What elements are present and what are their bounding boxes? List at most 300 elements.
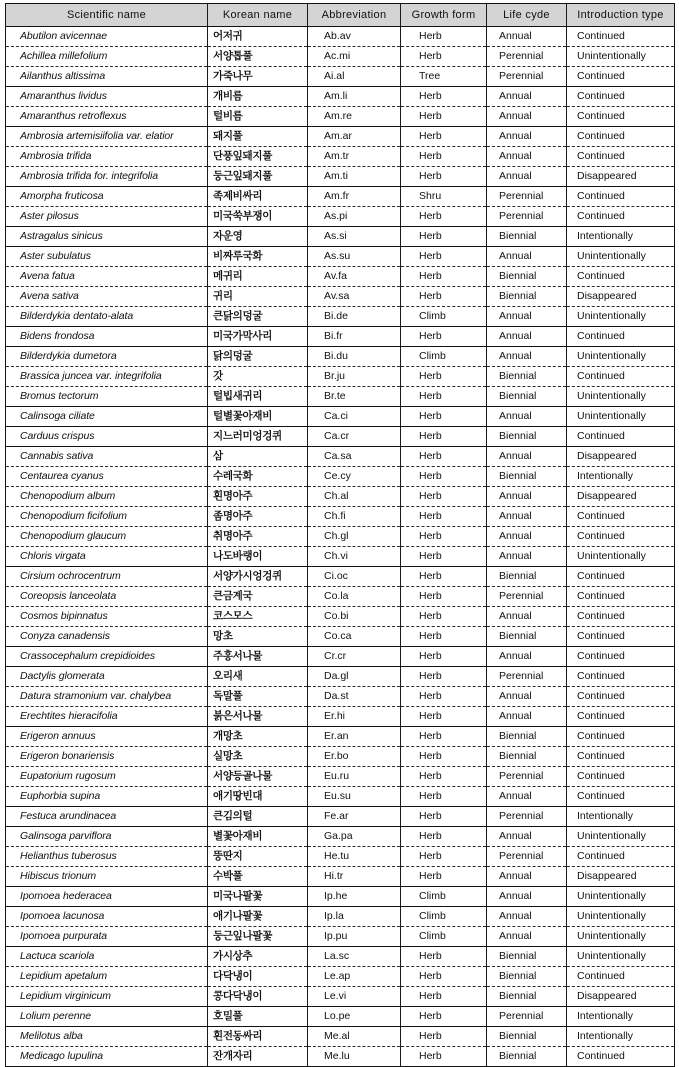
- cell-introduction_type: Continued: [567, 127, 675, 147]
- cell-korean_name: 흰전동싸리: [208, 1027, 308, 1047]
- cell-growth_form: Herb: [401, 487, 487, 507]
- cell-korean_name: 족제비싸리: [208, 187, 308, 207]
- table-row[interactable]: [6, 87, 675, 107]
- cell-growth_form: Herb: [401, 1007, 487, 1027]
- cell-life_cycle: Biennial: [487, 227, 567, 247]
- cell-scientific_name: Amaranthus lividus: [6, 87, 208, 107]
- table-row[interactable]: [6, 827, 675, 847]
- cell-introduction_type: Continued: [567, 687, 675, 707]
- cell-introduction_type: Disappeared: [567, 287, 675, 307]
- table-row[interactable]: [6, 127, 675, 147]
- cell-korean_name: 자운영: [208, 227, 308, 247]
- cell-scientific_name: Centaurea cyanus: [6, 467, 208, 487]
- cell-abbreviation: Me.al: [308, 1027, 401, 1047]
- cell-scientific_name: Ambrosia artemisiifolia var. elatior: [6, 127, 208, 147]
- cell-life_cycle: Annual: [487, 707, 567, 727]
- cell-growth_form: Herb: [401, 507, 487, 527]
- cell-life_cycle: Biennial: [487, 287, 567, 307]
- table-row[interactable]: [6, 947, 675, 967]
- cell-abbreviation: Ab.av: [308, 27, 401, 47]
- table-row[interactable]: [6, 647, 675, 667]
- cell-growth_form: Herb: [401, 247, 487, 267]
- cell-korean_name: 털비름: [208, 107, 308, 127]
- table-row[interactable]: [6, 107, 675, 127]
- cell-introduction_type: Continued: [567, 367, 675, 387]
- cell-scientific_name: Erigeron bonariensis: [6, 747, 208, 767]
- cell-life_cycle: Biennial: [487, 967, 567, 987]
- cell-growth_form: Herb: [401, 867, 487, 887]
- table-row[interactable]: [6, 1027, 675, 1047]
- cell-abbreviation: Bi.de: [308, 307, 401, 327]
- table-row[interactable]: [6, 707, 675, 727]
- cell-introduction_type: Continued: [567, 747, 675, 767]
- table-row[interactable]: [6, 167, 675, 187]
- cell-growth_form: Herb: [401, 527, 487, 547]
- cell-growth_form: Herb: [401, 967, 487, 987]
- cell-growth_form: Herb: [401, 127, 487, 147]
- cell-life_cycle: Perennial: [487, 667, 567, 687]
- table-row[interactable]: [6, 67, 675, 87]
- cell-growth_form: Herb: [401, 627, 487, 647]
- cell-scientific_name: Bromus tectorum: [6, 387, 208, 407]
- table-row[interactable]: [6, 367, 675, 387]
- cell-growth_form: Herb: [401, 467, 487, 487]
- cell-scientific_name: Ipomoea purpurata: [6, 927, 208, 947]
- cell-growth_form: Herb: [401, 547, 487, 567]
- cell-abbreviation: La.sc: [308, 947, 401, 967]
- table-row[interactable]: [6, 347, 675, 367]
- cell-introduction_type: Continued: [567, 267, 675, 287]
- table-row[interactable]: [6, 207, 675, 227]
- cell-introduction_type: Unintentionally: [567, 47, 675, 67]
- cell-growth_form: Herb: [401, 727, 487, 747]
- cell-growth_form: Herb: [401, 207, 487, 227]
- cell-growth_form: Herb: [401, 567, 487, 587]
- column-header-life-cycle: Life cyde: [487, 4, 567, 27]
- cell-abbreviation: Ch.gl: [308, 527, 401, 547]
- cell-introduction_type: Continued: [567, 967, 675, 987]
- cell-introduction_type: Continued: [567, 187, 675, 207]
- cell-life_cycle: Perennial: [487, 1007, 567, 1027]
- cell-korean_name: 오리새: [208, 667, 308, 687]
- cell-introduction_type: Disappeared: [567, 487, 675, 507]
- table-header: [6, 4, 675, 27]
- cell-korean_name: 메귀리: [208, 267, 308, 287]
- cell-growth_form: Climb: [401, 907, 487, 927]
- cell-korean_name: 콩다닥냉이: [208, 987, 308, 1007]
- table-row[interactable]: [6, 907, 675, 927]
- cell-life_cycle: Biennial: [487, 947, 567, 967]
- cell-korean_name: 흰명아주: [208, 487, 308, 507]
- cell-life_cycle: Annual: [487, 687, 567, 707]
- cell-abbreviation: Bi.du: [308, 347, 401, 367]
- cell-korean_name: 서양가시엉겅퀴: [208, 567, 308, 587]
- table-row[interactable]: [6, 987, 675, 1007]
- column-header-korean-name: Korean name: [208, 4, 308, 27]
- cell-abbreviation: Me.lu: [308, 1047, 401, 1067]
- cell-life_cycle: Annual: [487, 607, 567, 627]
- cell-introduction_type: Continued: [567, 87, 675, 107]
- cell-scientific_name: Ambrosia trifida for. integrifolia: [6, 167, 208, 187]
- cell-abbreviation: Er.an: [308, 727, 401, 747]
- cell-korean_name: 애기땅빈대: [208, 787, 308, 807]
- cell-growth_form: Herb: [401, 147, 487, 167]
- cell-introduction_type: Disappeared: [567, 867, 675, 887]
- cell-scientific_name: Datura stramonium var. chalybea: [6, 687, 208, 707]
- cell-abbreviation: Am.ar: [308, 127, 401, 147]
- cell-growth_form: Herb: [401, 647, 487, 667]
- cell-growth_form: Herb: [401, 787, 487, 807]
- cell-korean_name: 별꽃아재비: [208, 827, 308, 847]
- cell-introduction_type: Disappeared: [567, 987, 675, 1007]
- cell-korean_name: 망초: [208, 627, 308, 647]
- cell-growth_form: Herb: [401, 947, 487, 967]
- table-row[interactable]: [6, 307, 675, 327]
- cell-korean_name: 좀명아주: [208, 507, 308, 527]
- cell-scientific_name: Aster pilosus: [6, 207, 208, 227]
- cell-life_cycle: Biennial: [487, 387, 567, 407]
- cell-introduction_type: Unintentionally: [567, 947, 675, 967]
- cell-growth_form: Herb: [401, 1047, 487, 1067]
- cell-introduction_type: Continued: [567, 427, 675, 447]
- table-row[interactable]: [6, 47, 675, 67]
- cell-growth_form: Herb: [401, 367, 487, 387]
- cell-introduction_type: Continued: [567, 147, 675, 167]
- cell-korean_name: 단풍잎돼지풀: [208, 147, 308, 167]
- table-row[interactable]: [6, 767, 675, 787]
- cell-life_cycle: Annual: [487, 827, 567, 847]
- table-row[interactable]: [6, 147, 675, 167]
- cell-korean_name: 뚱딴지: [208, 847, 308, 867]
- table-row[interactable]: [6, 387, 675, 407]
- cell-abbreviation: Ip.pu: [308, 927, 401, 947]
- table-row[interactable]: [6, 747, 675, 767]
- cell-scientific_name: Cirsium ochrocentrum: [6, 567, 208, 587]
- cell-korean_name: 독말풀: [208, 687, 308, 707]
- cell-growth_form: Climb: [401, 307, 487, 327]
- table-row[interactable]: [6, 687, 675, 707]
- cell-abbreviation: Am.tr: [308, 147, 401, 167]
- cell-growth_form: Herb: [401, 287, 487, 307]
- cell-korean_name: 개망초: [208, 727, 308, 747]
- cell-scientific_name: Avena sativa: [6, 287, 208, 307]
- cell-introduction_type: Continued: [567, 627, 675, 647]
- cell-life_cycle: Annual: [487, 347, 567, 367]
- cell-growth_form: Herb: [401, 987, 487, 1007]
- cell-growth_form: Climb: [401, 887, 487, 907]
- cell-introduction_type: Unintentionally: [567, 307, 675, 327]
- cell-korean_name: 삼: [208, 447, 308, 467]
- cell-life_cycle: Perennial: [487, 47, 567, 67]
- cell-scientific_name: Ipomoea hederacea: [6, 887, 208, 907]
- cell-korean_name: 큰닭의덩굴: [208, 307, 308, 327]
- cell-scientific_name: Conyza canadensis: [6, 627, 208, 647]
- cell-scientific_name: Ailanthus altissima: [6, 67, 208, 87]
- cell-life_cycle: Annual: [487, 867, 567, 887]
- cell-introduction_type: Intentionally: [567, 1007, 675, 1027]
- table-row[interactable]: [6, 727, 675, 747]
- cell-life_cycle: Annual: [487, 647, 567, 667]
- cell-scientific_name: Achillea millefolium: [6, 47, 208, 67]
- table-row[interactable]: [6, 187, 675, 207]
- table-row[interactable]: [6, 27, 675, 47]
- cell-growth_form: Herb: [401, 687, 487, 707]
- cell-scientific_name: Abutilon avicennae: [6, 27, 208, 47]
- table-row[interactable]: [6, 227, 675, 247]
- cell-korean_name: 갓: [208, 367, 308, 387]
- table-row[interactable]: [6, 847, 675, 867]
- cell-life_cycle: Annual: [487, 127, 567, 147]
- cell-abbreviation: Lo.pe: [308, 1007, 401, 1027]
- column-header-growth-form: Growth form: [401, 4, 487, 27]
- cell-growth_form: Herb: [401, 1027, 487, 1047]
- cell-scientific_name: Chenopodium glaucum: [6, 527, 208, 547]
- cell-growth_form: Herb: [401, 87, 487, 107]
- cell-growth_form: Herb: [401, 707, 487, 727]
- cell-growth_form: Herb: [401, 587, 487, 607]
- table-row[interactable]: [6, 627, 675, 647]
- cell-introduction_type: Unintentionally: [567, 907, 675, 927]
- cell-korean_name: 호밀풀: [208, 1007, 308, 1027]
- cell-life_cycle: Perennial: [487, 187, 567, 207]
- cell-growth_form: Climb: [401, 927, 487, 947]
- cell-growth_form: Herb: [401, 27, 487, 47]
- cell-abbreviation: Co.ca: [308, 627, 401, 647]
- cell-korean_name: 닭의덩굴: [208, 347, 308, 367]
- cell-introduction_type: Intentionally: [567, 1027, 675, 1047]
- table-row[interactable]: [6, 607, 675, 627]
- cell-life_cycle: Perennial: [487, 67, 567, 87]
- cell-abbreviation: As.pi: [308, 207, 401, 227]
- cell-introduction_type: Continued: [567, 587, 675, 607]
- cell-abbreviation: Hi.tr: [308, 867, 401, 887]
- cell-introduction_type: Unintentionally: [567, 547, 675, 567]
- cell-abbreviation: Am.re: [308, 107, 401, 127]
- cell-life_cycle: Biennial: [487, 1027, 567, 1047]
- species-table: [5, 3, 675, 1067]
- cell-life_cycle: Annual: [487, 507, 567, 527]
- cell-introduction_type: Unintentionally: [567, 247, 675, 267]
- table-row[interactable]: [6, 427, 675, 447]
- cell-abbreviation: Ga.pa: [308, 827, 401, 847]
- cell-scientific_name: Chloris virgata: [6, 547, 208, 567]
- cell-korean_name: 어저귀: [208, 27, 308, 47]
- cell-abbreviation: Er.hi: [308, 707, 401, 727]
- cell-abbreviation: Ip.la: [308, 907, 401, 927]
- table-row[interactable]: [6, 507, 675, 527]
- cell-growth_form: Herb: [401, 427, 487, 447]
- cell-introduction_type: Intentionally: [567, 467, 675, 487]
- cell-introduction_type: Intentionally: [567, 807, 675, 827]
- cell-scientific_name: Chenopodium ficifolium: [6, 507, 208, 527]
- cell-abbreviation: Ca.ci: [308, 407, 401, 427]
- table-row[interactable]: [6, 527, 675, 547]
- table-row[interactable]: [6, 1047, 675, 1067]
- cell-life_cycle: Biennial: [487, 987, 567, 1007]
- cell-abbreviation: Ip.he: [308, 887, 401, 907]
- cell-growth_form: Herb: [401, 267, 487, 287]
- cell-korean_name: 가시상추: [208, 947, 308, 967]
- cell-korean_name: 나도바랭이: [208, 547, 308, 567]
- cell-korean_name: 취명아주: [208, 527, 308, 547]
- cell-scientific_name: Cosmos bipinnatus: [6, 607, 208, 627]
- header-row: [6, 4, 675, 27]
- cell-growth_form: Tree: [401, 67, 487, 87]
- cell-life_cycle: Perennial: [487, 767, 567, 787]
- cell-life_cycle: Annual: [487, 27, 567, 47]
- table-row[interactable]: [6, 807, 675, 827]
- cell-growth_form: Herb: [401, 767, 487, 787]
- cell-life_cycle: Annual: [487, 87, 567, 107]
- cell-growth_form: Herb: [401, 807, 487, 827]
- cell-abbreviation: Ci.oc: [308, 567, 401, 587]
- table-row[interactable]: [6, 407, 675, 427]
- table-row[interactable]: [6, 547, 675, 567]
- cell-life_cycle: Annual: [487, 247, 567, 267]
- cell-life_cycle: Biennial: [487, 747, 567, 767]
- cell-scientific_name: Bilderdykia dentato-alata: [6, 307, 208, 327]
- cell-scientific_name: Erechtites hieracifolia: [6, 707, 208, 727]
- table-row[interactable]: [6, 667, 675, 687]
- table-row[interactable]: [6, 587, 675, 607]
- cell-introduction_type: Intentionally: [567, 227, 675, 247]
- table-body: [6, 27, 675, 1067]
- cell-growth_form: Herb: [401, 447, 487, 467]
- cell-scientific_name: Amaranthus retroflexus: [6, 107, 208, 127]
- table-row[interactable]: [6, 447, 675, 467]
- cell-korean_name: 서양톱풀: [208, 47, 308, 67]
- cell-abbreviation: Cr.cr: [308, 647, 401, 667]
- cell-abbreviation: Ce.cy: [308, 467, 401, 487]
- cell-introduction_type: Continued: [567, 67, 675, 87]
- cell-life_cycle: Biennial: [487, 427, 567, 447]
- cell-scientific_name: Melilotus alba: [6, 1027, 208, 1047]
- cell-abbreviation: As.si: [308, 227, 401, 247]
- cell-scientific_name: Ambrosia trifida: [6, 147, 208, 167]
- cell-life_cycle: Annual: [487, 787, 567, 807]
- cell-korean_name: 둥근잎나팔꽃: [208, 927, 308, 947]
- cell-scientific_name: Medicago lupulina: [6, 1047, 208, 1067]
- cell-korean_name: 비짜루국화: [208, 247, 308, 267]
- cell-introduction_type: Continued: [567, 1047, 675, 1067]
- cell-abbreviation: Av.sa: [308, 287, 401, 307]
- table-row[interactable]: [6, 787, 675, 807]
- cell-growth_form: Herb: [401, 607, 487, 627]
- cell-scientific_name: Coreopsis lanceolata: [6, 587, 208, 607]
- cell-scientific_name: Erigeron annuus: [6, 727, 208, 747]
- cell-abbreviation: Am.li: [308, 87, 401, 107]
- cell-life_cycle: Perennial: [487, 587, 567, 607]
- cell-introduction_type: Unintentionally: [567, 927, 675, 947]
- table-row[interactable]: [6, 1007, 675, 1027]
- cell-scientific_name: Cannabis sativa: [6, 447, 208, 467]
- table-row[interactable]: [6, 467, 675, 487]
- column-header-introduction-type: Introduction type: [567, 4, 675, 27]
- cell-scientific_name: Astragalus sinicus: [6, 227, 208, 247]
- cell-growth_form: Herb: [401, 667, 487, 687]
- table-row[interactable]: [6, 967, 675, 987]
- cell-abbreviation: Am.fr: [308, 187, 401, 207]
- cell-korean_name: 주홍서나물: [208, 647, 308, 667]
- cell-growth_form: Shru: [401, 187, 487, 207]
- cell-life_cycle: Annual: [487, 487, 567, 507]
- cell-scientific_name: Hibiscus trionum: [6, 867, 208, 887]
- cell-life_cycle: Biennial: [487, 1047, 567, 1067]
- cell-abbreviation: He.tu: [308, 847, 401, 867]
- table-row[interactable]: [6, 487, 675, 507]
- table-row[interactable]: [6, 247, 675, 267]
- cell-introduction_type: Continued: [567, 527, 675, 547]
- cell-scientific_name: Lepidium apetalum: [6, 967, 208, 987]
- cell-introduction_type: Continued: [567, 107, 675, 127]
- cell-life_cycle: Annual: [487, 547, 567, 567]
- cell-abbreviation: Eu.su: [308, 787, 401, 807]
- cell-korean_name: 실망초: [208, 747, 308, 767]
- cell-korean_name: 서양등골나물: [208, 767, 308, 787]
- cell-introduction_type: Unintentionally: [567, 387, 675, 407]
- cell-life_cycle: Biennial: [487, 467, 567, 487]
- cell-abbreviation: Ch.fi: [308, 507, 401, 527]
- table-row[interactable]: [6, 267, 675, 287]
- cell-abbreviation: Br.te: [308, 387, 401, 407]
- cell-introduction_type: Continued: [567, 727, 675, 747]
- table-row[interactable]: [6, 327, 675, 347]
- cell-scientific_name: Lactuca scariola: [6, 947, 208, 967]
- table-row[interactable]: [6, 887, 675, 907]
- cell-korean_name: 지느러미엉겅퀴: [208, 427, 308, 447]
- cell-abbreviation: Bi.fr: [308, 327, 401, 347]
- cell-introduction_type: Continued: [567, 647, 675, 667]
- cell-abbreviation: Eu.ru: [308, 767, 401, 787]
- cell-life_cycle: Annual: [487, 907, 567, 927]
- cell-life_cycle: Biennial: [487, 627, 567, 647]
- cell-scientific_name: Galinsoga parviflora: [6, 827, 208, 847]
- cell-abbreviation: Fe.ar: [308, 807, 401, 827]
- cell-korean_name: 개비름: [208, 87, 308, 107]
- cell-life_cycle: Perennial: [487, 847, 567, 867]
- table-row[interactable]: [6, 287, 675, 307]
- cell-abbreviation: Ai.al: [308, 67, 401, 87]
- cell-life_cycle: Annual: [487, 407, 567, 427]
- cell-scientific_name: Avena fatua: [6, 267, 208, 287]
- table-row[interactable]: [6, 867, 675, 887]
- cell-introduction_type: Disappeared: [567, 447, 675, 467]
- cell-abbreviation: Er.bo: [308, 747, 401, 767]
- cell-introduction_type: Unintentionally: [567, 887, 675, 907]
- cell-korean_name: 큰김의털: [208, 807, 308, 827]
- cell-korean_name: 코스모스: [208, 607, 308, 627]
- cell-growth_form: Herb: [401, 227, 487, 247]
- cell-growth_form: Herb: [401, 847, 487, 867]
- cell-life_cycle: Annual: [487, 447, 567, 467]
- cell-korean_name: 미국가막사리: [208, 327, 308, 347]
- cell-growth_form: Herb: [401, 47, 487, 67]
- cell-scientific_name: Dactylis glomerata: [6, 667, 208, 687]
- cell-abbreviation: Ch.vi: [308, 547, 401, 567]
- cell-growth_form: Herb: [401, 107, 487, 127]
- cell-korean_name: 애기나팔꽃: [208, 907, 308, 927]
- cell-scientific_name: Carduus crispus: [6, 427, 208, 447]
- cell-life_cycle: Perennial: [487, 207, 567, 227]
- cell-growth_form: Herb: [401, 167, 487, 187]
- cell-introduction_type: Disappeared: [567, 167, 675, 187]
- table-row[interactable]: [6, 567, 675, 587]
- cell-scientific_name: Amorpha fruticosa: [6, 187, 208, 207]
- cell-introduction_type: Continued: [567, 567, 675, 587]
- column-header-abbreviation: Abbreviation: [308, 4, 401, 27]
- cell-abbreviation: As.su: [308, 247, 401, 267]
- cell-introduction_type: Continued: [567, 787, 675, 807]
